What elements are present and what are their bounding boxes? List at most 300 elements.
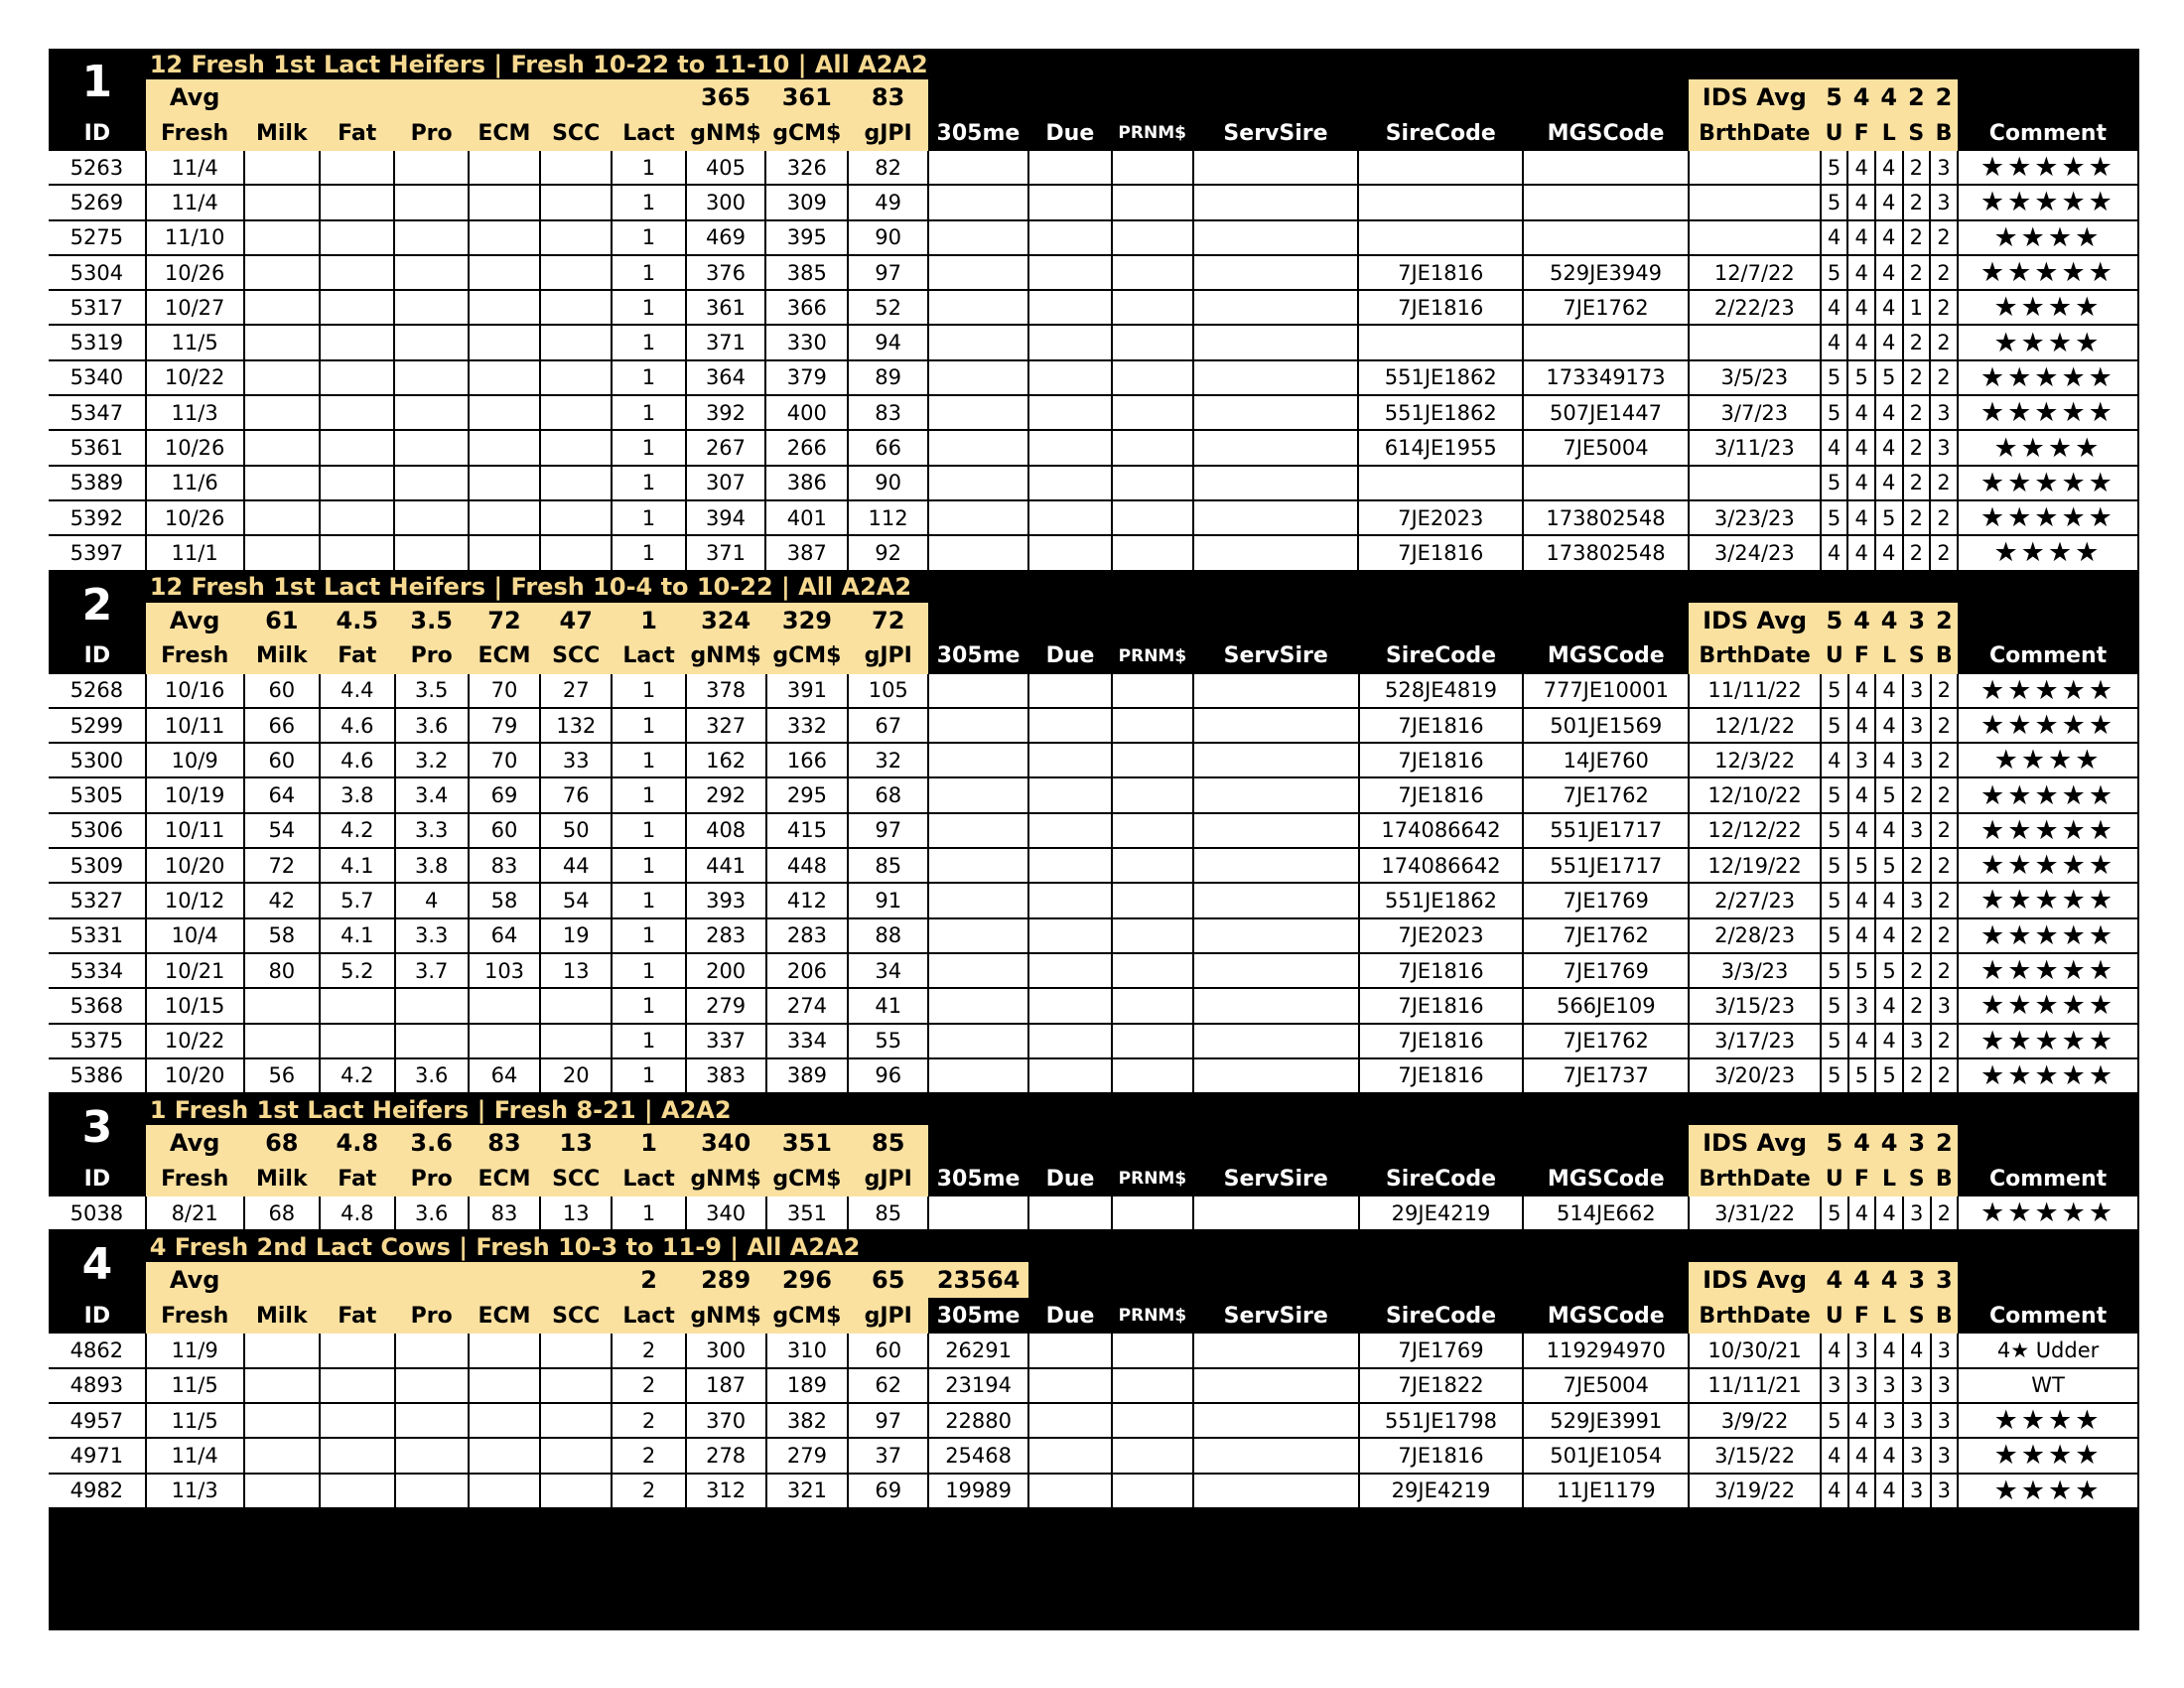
cell-servsire xyxy=(1193,395,1359,430)
cell-gcm: 382 xyxy=(766,1403,849,1438)
column-header-prnm: PRNM$ xyxy=(1118,645,1187,666)
cell-prnm xyxy=(1112,1403,1193,1438)
cell-f: 4 xyxy=(1847,220,1875,255)
cell-comment: WT xyxy=(1958,1368,2138,1403)
cell-milk xyxy=(244,535,320,570)
cell-fresh: 10/22 xyxy=(146,360,244,395)
cell-fresh: 10/26 xyxy=(146,255,244,290)
cell-305me xyxy=(928,535,1028,570)
cell-gnm: 283 xyxy=(686,918,766,953)
cell-scc xyxy=(540,1024,612,1058)
avg-me305 xyxy=(928,79,1028,115)
cell-sirecode: 7JE1816 xyxy=(1358,255,1523,290)
cell-u: 5 xyxy=(1821,1024,1848,1058)
column-header-305me: 305me xyxy=(936,1166,1021,1192)
cell-f: 3 xyxy=(1848,1334,1876,1367)
column-header-sirecode: SireCode xyxy=(1385,120,1496,146)
cell-305me: 26291 xyxy=(928,1334,1028,1367)
cell-ecm xyxy=(469,535,540,570)
cell-id: 4982 xyxy=(49,1474,146,1508)
cell-mgscode: 7JE5004 xyxy=(1523,1368,1689,1403)
avg-gcm: 351 xyxy=(766,1125,849,1161)
cell-ecm xyxy=(469,1368,540,1403)
cell-mgscode: 777JE10001 xyxy=(1523,674,1689,708)
cell-prnm xyxy=(1112,1368,1193,1403)
avg-milk xyxy=(244,79,320,115)
cell-servsire xyxy=(1193,220,1359,255)
cell-f: 4 xyxy=(1847,325,1875,359)
cell-305me xyxy=(928,708,1028,743)
cell-comment: ★★★★★ xyxy=(1958,1058,2138,1093)
cell-fresh: 11/5 xyxy=(146,325,244,359)
cell-305me: 23194 xyxy=(928,1368,1028,1403)
cell-b: 3 xyxy=(1930,151,1958,185)
cell-gjpi: 89 xyxy=(848,360,928,395)
cell-u: 4 xyxy=(1821,1474,1848,1508)
avg-blank xyxy=(1028,1262,1112,1298)
ids-avg-s: 3 xyxy=(1903,1262,1931,1298)
ids-avg-u: 5 xyxy=(1821,1125,1848,1161)
cell-lact: 1 xyxy=(612,185,685,219)
cell-comment: ★★★★★ xyxy=(1958,674,2138,708)
cell-pro xyxy=(394,360,468,395)
table-row xyxy=(49,953,2138,988)
column-header-mgscode: MGSCode xyxy=(1547,1303,1665,1329)
cell-mgscode: 514JE662 xyxy=(1523,1196,1689,1230)
cell-fresh: 11/4 xyxy=(146,151,244,185)
cell-id: 5347 xyxy=(49,395,146,430)
cell-due xyxy=(1028,1474,1112,1508)
cell-l: 5 xyxy=(1875,500,1903,535)
cell-sirecode: 174086642 xyxy=(1359,813,1524,848)
cell-mgscode: 7JE5004 xyxy=(1523,430,1689,465)
column-header-scc: SCC xyxy=(540,638,612,674)
cell-gcm: 366 xyxy=(765,290,848,325)
cell-l: 4 xyxy=(1875,1474,1903,1508)
cell-due xyxy=(1028,1058,1112,1093)
cell-fat xyxy=(320,1334,394,1367)
section-table xyxy=(49,572,2139,1095)
cell-pro xyxy=(394,185,468,219)
cell-b: 2 xyxy=(1931,674,1959,708)
cell-u: 5 xyxy=(1821,466,1848,500)
column-header-ecm: ECM xyxy=(469,638,540,674)
cell-f: 5 xyxy=(1848,1058,1876,1093)
cell-gcm: 283 xyxy=(766,918,849,953)
cell-l: 4 xyxy=(1875,674,1903,708)
cell-id: 4893 xyxy=(49,1368,146,1403)
cell-lact: 2 xyxy=(612,1334,685,1367)
cell-gcm: 385 xyxy=(765,255,848,290)
cell-fat: 4.8 xyxy=(320,1196,394,1230)
column-header-milk: Milk xyxy=(244,115,320,151)
cell-sirecode: 551JE1798 xyxy=(1359,1403,1524,1438)
cell-fresh: 11/6 xyxy=(146,466,244,500)
cell-gcm: 326 xyxy=(765,151,848,185)
cell-gnm: 292 xyxy=(686,777,766,812)
cell-mgscode: 173349173 xyxy=(1523,360,1689,395)
column-header-brthdate: BrthDate xyxy=(1689,638,1821,674)
cell-lact: 1 xyxy=(612,151,685,185)
cell-id: 5309 xyxy=(49,848,146,883)
cell-comment: ★★★★★ xyxy=(1958,813,2138,848)
cell-comment: ★★★★★ xyxy=(1958,395,2138,430)
cell-milk xyxy=(244,430,320,465)
cell-fat: 4.2 xyxy=(320,1058,394,1093)
cell-milk: 80 xyxy=(244,953,321,988)
cell-servsire xyxy=(1193,953,1359,988)
cell-305me xyxy=(928,988,1028,1023)
cell-due xyxy=(1028,185,1112,219)
cell-id: 4957 xyxy=(49,1403,146,1438)
cell-l: 4 xyxy=(1875,466,1903,500)
cell-milk: 56 xyxy=(244,1058,321,1093)
column-header-id: ID xyxy=(83,120,111,146)
cell-milk xyxy=(244,1368,321,1403)
cell-fresh: 10/19 xyxy=(146,777,244,812)
cell-prnm xyxy=(1112,708,1193,743)
cell-gjpi: 49 xyxy=(848,185,928,219)
cell-milk: 64 xyxy=(244,777,321,812)
cell-due xyxy=(1028,255,1112,290)
cell-prnm xyxy=(1112,430,1193,465)
cell-ecm: 70 xyxy=(469,743,540,777)
cell-u: 5 xyxy=(1821,813,1848,848)
ids-avg-b: 2 xyxy=(1931,1125,1959,1161)
cell-fresh: 11/10 xyxy=(146,220,244,255)
cell-sirecode: 7JE1822 xyxy=(1359,1368,1524,1403)
cell-scc xyxy=(540,430,612,465)
cell-id: 5300 xyxy=(49,743,146,777)
column-header-mgscode: MGSCode xyxy=(1547,643,1665,669)
cell-scc xyxy=(540,466,612,500)
cell-f: 4 xyxy=(1847,535,1875,570)
cell-b: 2 xyxy=(1930,500,1958,535)
cell-s: 2 xyxy=(1903,466,1931,500)
cell-prnm xyxy=(1112,848,1193,883)
cell-lact: 1 xyxy=(612,988,685,1023)
cell-b: 3 xyxy=(1931,1403,1959,1438)
cell-u: 4 xyxy=(1821,1438,1848,1473)
avg-ecm: 83 xyxy=(469,1125,540,1161)
section-table xyxy=(49,49,2139,572)
column-header-s: S xyxy=(1903,115,1931,151)
cell-b: 2 xyxy=(1930,255,1958,290)
cell-ecm xyxy=(469,395,540,430)
cell-due xyxy=(1028,777,1112,812)
cell-gjpi: 37 xyxy=(848,1438,928,1473)
cell-s: 3 xyxy=(1903,674,1931,708)
cell-servsire xyxy=(1193,883,1359,917)
cell-servsire xyxy=(1193,1368,1359,1403)
cell-brthdate: 3/15/22 xyxy=(1689,1438,1821,1473)
cell-mgscode: 7JE1762 xyxy=(1523,1024,1689,1058)
avg-blank xyxy=(1958,79,2138,115)
cell-l: 4 xyxy=(1875,185,1903,219)
cell-fat xyxy=(320,1403,394,1438)
cell-f: 4 xyxy=(1847,500,1875,535)
cell-ecm: 60 xyxy=(469,813,540,848)
avg-scc: 47 xyxy=(540,603,612,638)
cell-gjpi: 90 xyxy=(848,220,928,255)
cell-s: 3 xyxy=(1903,1368,1931,1403)
cell-fresh: 11/4 xyxy=(146,1438,244,1473)
avg-me305: 23564 xyxy=(928,1262,1028,1298)
ids-avg-f: 4 xyxy=(1848,603,1876,638)
section-number: 4 xyxy=(81,1239,113,1291)
cell-ecm: 83 xyxy=(469,848,540,883)
cell-due xyxy=(1028,500,1112,535)
cell-l: 5 xyxy=(1875,1058,1903,1093)
cell-gnm: 378 xyxy=(686,674,766,708)
cell-brthdate: 12/1/22 xyxy=(1689,708,1821,743)
cell-ecm xyxy=(469,1024,540,1058)
report-section xyxy=(49,49,2139,572)
cell-pro xyxy=(394,466,468,500)
cell-l: 4 xyxy=(1875,813,1903,848)
cell-prnm xyxy=(1112,466,1193,500)
cell-fresh: 10/12 xyxy=(146,883,244,917)
cell-prnm xyxy=(1112,535,1193,570)
cell-gnm: 392 xyxy=(686,395,766,430)
cell-fat: 4.6 xyxy=(320,743,394,777)
cell-s: 3 xyxy=(1903,1474,1931,1508)
ids-avg-s: 3 xyxy=(1903,603,1931,638)
cell-f: 4 xyxy=(1848,1196,1876,1230)
cell-l: 5 xyxy=(1875,777,1903,812)
ids-avg-s: 2 xyxy=(1903,79,1931,115)
cell-id: 5375 xyxy=(49,1024,146,1058)
cell-l: 4 xyxy=(1875,255,1903,290)
cell-comment: 4★ Udder xyxy=(1958,1334,2138,1367)
cell-b: 2 xyxy=(1930,360,1958,395)
cell-milk xyxy=(244,185,320,219)
cell-gnm: 200 xyxy=(686,953,766,988)
cell-l: 4 xyxy=(1875,988,1903,1023)
cell-id: 5317 xyxy=(49,290,146,325)
cell-lact: 2 xyxy=(612,1368,685,1403)
cell-mgscode: 7JE1762 xyxy=(1523,290,1689,325)
cell-b: 2 xyxy=(1930,535,1958,570)
cell-milk xyxy=(244,290,320,325)
cell-gjpi: 92 xyxy=(848,535,928,570)
cell-brthdate: 3/5/23 xyxy=(1689,360,1821,395)
cell-prnm xyxy=(1112,185,1193,219)
cell-gjpi: 62 xyxy=(848,1368,928,1403)
cell-gnm: 267 xyxy=(686,430,766,465)
cell-sirecode: 7JE1816 xyxy=(1359,1024,1524,1058)
ids-avg-l: 4 xyxy=(1875,79,1903,115)
cell-f: 5 xyxy=(1848,953,1876,988)
avg-scc: 13 xyxy=(540,1125,612,1161)
cell-milk: 68 xyxy=(244,1196,321,1230)
cell-ecm xyxy=(469,500,540,535)
section-number: 3 xyxy=(81,1102,113,1154)
cell-gjpi: 34 xyxy=(848,953,928,988)
cell-scc: 13 xyxy=(540,1196,612,1230)
avg-label: Avg xyxy=(146,1125,244,1161)
cell-gjpi: 112 xyxy=(848,500,928,535)
cell-mgscode: 501JE1569 xyxy=(1523,708,1689,743)
cell-due xyxy=(1028,430,1112,465)
column-header-f: F xyxy=(1848,1161,1876,1196)
column-header-fresh: Fresh xyxy=(146,1298,244,1334)
column-header-prnm: PRNM$ xyxy=(1118,1306,1187,1327)
avg-blank xyxy=(1523,603,1689,638)
cell-sirecode: 7JE2023 xyxy=(1359,918,1524,953)
avg-blank xyxy=(1028,79,1112,115)
avg-gjpi: 65 xyxy=(848,1262,928,1298)
cell-comment: ★★★★★ xyxy=(1958,1196,2138,1230)
cell-gjpi: 69 xyxy=(848,1474,928,1508)
cell-l: 4 xyxy=(1875,325,1903,359)
cell-sirecode: 528JE4819 xyxy=(1359,674,1524,708)
cell-gcm: 332 xyxy=(766,708,849,743)
cell-305me xyxy=(928,813,1028,848)
cell-u: 5 xyxy=(1821,674,1848,708)
avg-blank xyxy=(1112,1125,1193,1161)
cell-lact: 1 xyxy=(612,466,685,500)
cell-l: 4 xyxy=(1875,395,1903,430)
cell-scc xyxy=(540,988,612,1023)
cell-id: 5269 xyxy=(49,185,146,219)
cell-brthdate: 12/10/22 xyxy=(1689,777,1821,812)
cell-scc xyxy=(540,151,612,185)
cell-mgscode: 529JE3991 xyxy=(1523,1403,1689,1438)
cell-prnm xyxy=(1112,220,1193,255)
column-header-pro: Pro xyxy=(395,1161,469,1196)
cell-ecm xyxy=(469,220,540,255)
cell-s: 4 xyxy=(1903,1334,1931,1367)
cell-fresh: 10/21 xyxy=(146,953,244,988)
cell-brthdate: 3/7/23 xyxy=(1689,395,1821,430)
cell-prnm xyxy=(1112,883,1193,917)
cell-ecm: 69 xyxy=(469,777,540,812)
cell-pro xyxy=(395,1024,469,1058)
cell-305me xyxy=(928,185,1028,219)
cell-l: 4 xyxy=(1875,708,1903,743)
cell-305me xyxy=(928,430,1028,465)
column-header-fat: Fat xyxy=(320,115,394,151)
cell-305me xyxy=(928,360,1028,395)
cell-l: 5 xyxy=(1875,953,1903,988)
cell-l: 4 xyxy=(1875,1196,1903,1230)
cell-servsire xyxy=(1193,918,1359,953)
avg-milk: 61 xyxy=(244,603,321,638)
cell-due xyxy=(1028,1368,1112,1403)
cell-id: 5327 xyxy=(49,883,146,917)
column-header-servsire: ServSire xyxy=(1223,643,1328,669)
cell-u: 5 xyxy=(1821,360,1848,395)
cell-gnm: 371 xyxy=(686,325,766,359)
cell-comment: ★★★★★ xyxy=(1958,777,2138,812)
cell-due xyxy=(1028,1196,1112,1230)
cell-id: 5275 xyxy=(49,220,146,255)
cell-servsire xyxy=(1193,1024,1359,1058)
cell-comment: ★★★★★ xyxy=(1958,360,2138,395)
cell-mgscode: 551JE1717 xyxy=(1523,813,1689,848)
cell-gnm: 300 xyxy=(686,1334,766,1367)
cell-gjpi: 97 xyxy=(848,1403,928,1438)
column-header-b: B xyxy=(1931,1298,1959,1334)
column-header-scc: SCC xyxy=(540,1298,612,1334)
cell-f: 4 xyxy=(1848,708,1876,743)
cell-f: 4 xyxy=(1848,674,1876,708)
cell-fat xyxy=(320,1368,394,1403)
cell-brthdate: 3/24/23 xyxy=(1689,535,1821,570)
cell-b: 2 xyxy=(1930,290,1958,325)
cell-servsire xyxy=(1193,151,1359,185)
cell-lact: 2 xyxy=(612,1474,685,1508)
cell-lact: 1 xyxy=(612,777,685,812)
column-header-f: F xyxy=(1848,638,1876,674)
column-header-u: U xyxy=(1821,1161,1848,1196)
cell-sirecode: 174086642 xyxy=(1359,848,1524,883)
cell-f: 4 xyxy=(1848,813,1876,848)
cell-sirecode: 29JE4219 xyxy=(1359,1474,1524,1508)
column-header-servsire: ServSire xyxy=(1223,1303,1328,1329)
section-number: 1 xyxy=(81,57,113,107)
cell-b: 3 xyxy=(1931,1438,1959,1473)
cell-l: 4 xyxy=(1875,1334,1903,1367)
cell-gnm: 340 xyxy=(686,1196,766,1230)
column-header-servsire: ServSire xyxy=(1223,120,1328,146)
cell-fat xyxy=(320,535,394,570)
cell-mgscode: 7JE1769 xyxy=(1523,883,1689,917)
ids-avg-u: 5 xyxy=(1821,79,1848,115)
ids-avg-f: 4 xyxy=(1848,1125,1876,1161)
cell-milk xyxy=(244,1334,321,1367)
cell-milk: 60 xyxy=(244,743,321,777)
cell-u: 5 xyxy=(1821,395,1848,430)
cell-ecm xyxy=(469,290,540,325)
cell-sirecode: 29JE4219 xyxy=(1359,1196,1524,1230)
cell-comment: ★★★★★ xyxy=(1958,953,2138,988)
column-header-fresh: Fresh xyxy=(146,115,244,151)
column-header-gnm: gNM$ xyxy=(686,1298,766,1334)
cell-brthdate xyxy=(1689,325,1821,359)
avg-scc xyxy=(540,1262,612,1298)
cell-servsire xyxy=(1193,708,1359,743)
table-row xyxy=(49,360,2138,395)
cell-gcm: 400 xyxy=(765,395,848,430)
cell-fresh: 10/20 xyxy=(146,1058,244,1093)
cell-comment: ★★★★ xyxy=(1958,1403,2138,1438)
avg-gcm: 329 xyxy=(766,603,849,638)
cell-brthdate: 11/11/21 xyxy=(1689,1368,1821,1403)
cell-scc xyxy=(540,290,612,325)
cell-servsire xyxy=(1193,813,1359,848)
cell-due xyxy=(1028,466,1112,500)
cell-gjpi: 55 xyxy=(848,1024,928,1058)
avg-fat: 4.5 xyxy=(320,603,394,638)
cell-brthdate: 3/3/23 xyxy=(1689,953,1821,988)
table-row xyxy=(49,848,2138,883)
table-row xyxy=(49,1403,2138,1438)
cell-prnm xyxy=(1112,255,1193,290)
cell-pro xyxy=(395,1474,469,1508)
cell-fat: 4.6 xyxy=(320,708,394,743)
cell-scc xyxy=(540,360,612,395)
cell-fresh: 11/4 xyxy=(146,185,244,219)
table-row xyxy=(49,1334,2138,1367)
cell-scc: 20 xyxy=(540,1058,612,1093)
cell-f: 4 xyxy=(1847,255,1875,290)
cell-due xyxy=(1028,918,1112,953)
cell-fat xyxy=(320,1024,394,1058)
cell-sirecode: 7JE1816 xyxy=(1359,953,1524,988)
cell-f: 3 xyxy=(1848,988,1876,1023)
